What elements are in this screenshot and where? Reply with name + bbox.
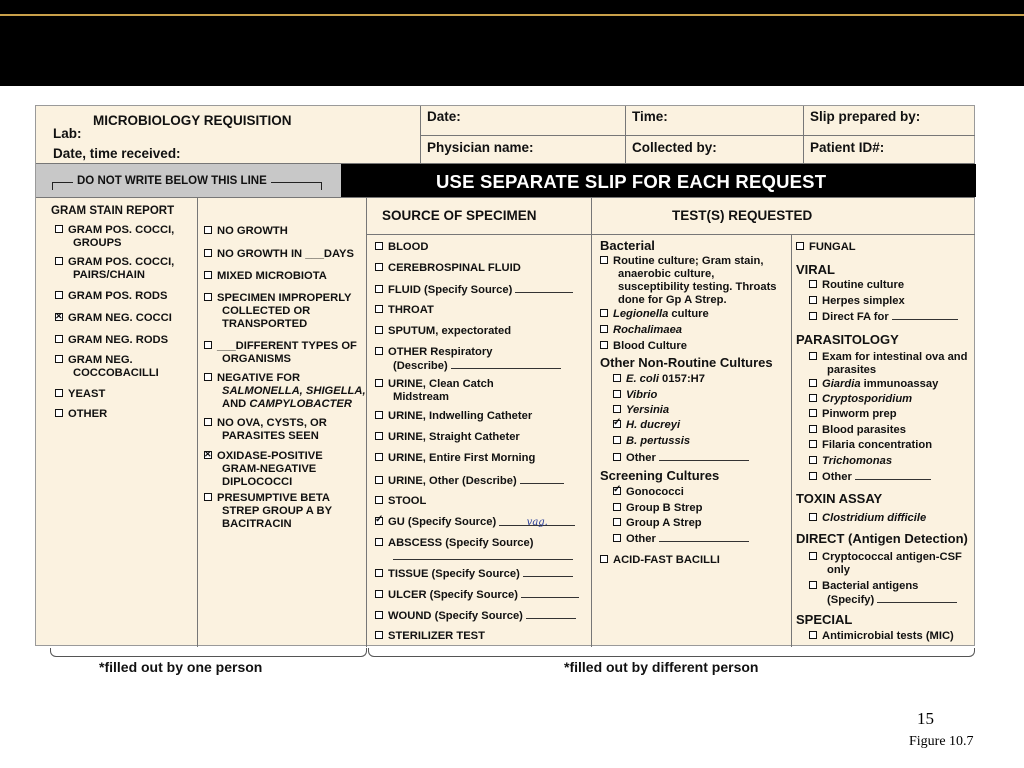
- growth-item[interactable]: [204, 417, 327, 443]
- lab-label: Lab:: [53, 126, 82, 141]
- growth-item[interactable]: [204, 450, 323, 489]
- title-bar-accent-line: [0, 14, 1024, 16]
- gram-item[interactable]: [55, 354, 159, 380]
- checkbox-icon[interactable]: [809, 352, 817, 360]
- toxin-heading: TOXIN ASSAY: [796, 491, 883, 506]
- different-person-note: *filled out by different person: [564, 659, 759, 675]
- checkbox-icon[interactable]: [375, 305, 383, 313]
- test-legionella[interactable]: Legionella culture: [600, 308, 709, 321]
- test-routine-culture[interactable]: Routine culture; Gram stain, anaerobic culture, susceptibility testing. Throats done for Gp A Strep.: [600, 255, 777, 307]
- write-in-line[interactable]: [393, 550, 573, 560]
- write-in-line[interactable]: [526, 609, 576, 619]
- checkbox-icon[interactable]: [55, 389, 63, 397]
- growth-item-label: ___DIFFERENT TYPES OF: [217, 340, 357, 352]
- direct-heading: DIRECT (Antigen Detection): [796, 531, 968, 546]
- test-h-ducreyi[interactable]: ✓H. ducreyi: [613, 419, 680, 432]
- header-divider: [420, 135, 975, 136]
- test-nonroutine-other[interactable]: Other: [613, 451, 749, 465]
- checkbox-icon[interactable]: [600, 256, 608, 264]
- checkbox-icon[interactable]: [375, 242, 383, 250]
- do-not-write-label: DO NOT WRITE BELOW THIS LINE: [73, 175, 271, 187]
- checkbox-icon[interactable]: [809, 472, 817, 480]
- growth-item-label: SALMONELLA, SHIGELLA,: [222, 385, 366, 397]
- test-b-pertussis[interactable]: B. pertussis: [613, 435, 690, 448]
- growth-item-label: AND CAMPYLOBACTER: [222, 398, 352, 410]
- checkbox-icon[interactable]: [204, 249, 212, 257]
- source-abscess[interactable]: ABSCESS (Specify Source): [375, 537, 573, 564]
- special-heading: SPECIAL: [796, 612, 853, 627]
- write-in-line[interactable]: [855, 470, 931, 480]
- checkbox-icon[interactable]: [204, 341, 212, 349]
- collected-by-label: Collected by:: [632, 140, 717, 155]
- checkbox-icon[interactable]: [204, 293, 212, 301]
- write-in-line[interactable]: [515, 283, 573, 293]
- checkbox-icon[interactable]: [204, 226, 212, 234]
- gram-item[interactable]: [55, 312, 172, 325]
- growth-item[interactable]: [204, 492, 332, 531]
- figure-label: Figure 10.7: [909, 734, 974, 749]
- date-label: Date:: [427, 109, 461, 124]
- bacterial-heading: Bacterial: [600, 238, 655, 253]
- checkbox-icon[interactable]: [375, 285, 383, 293]
- tests-header: TEST(S) REQUESTED: [672, 208, 813, 223]
- checked-box-icon[interactable]: [613, 420, 621, 428]
- checkbox-icon[interactable]: [796, 242, 804, 250]
- different-person-brace: [368, 648, 975, 657]
- checkbox-icon[interactable]: [809, 280, 817, 288]
- checkbox-icon[interactable]: [809, 296, 817, 304]
- test-ecoli[interactable]: E. coli 0157:H7: [613, 373, 705, 386]
- checkbox-icon[interactable]: [375, 453, 383, 461]
- checkbox-icon[interactable]: [375, 263, 383, 271]
- source-sterilizer[interactable]: STERILIZER TEST: [375, 630, 485, 643]
- gram-stain-header: GRAM STAIN REPORT: [51, 205, 175, 217]
- requisition-form: [35, 105, 975, 646]
- growth-item-label: PARASITES SEEN: [222, 430, 319, 442]
- growth-item-label: TRANSPORTED: [222, 318, 308, 330]
- date-time-received-label: Date, time received:: [53, 146, 181, 161]
- test-group-b-strep[interactable]: Group B Strep: [613, 502, 702, 515]
- test-vibrio[interactable]: Vibrio: [613, 389, 657, 402]
- checkbox-icon[interactable]: [375, 347, 383, 355]
- test-giardia[interactable]: Giardia immunoassay: [809, 378, 938, 391]
- checkbox-icon[interactable]: [809, 440, 817, 448]
- gram-item[interactable]: [55, 290, 167, 303]
- test-blood-culture[interactable]: Blood Culture: [600, 340, 687, 353]
- checkbox-icon[interactable]: [55, 355, 63, 363]
- checkbox-icon[interactable]: [613, 436, 621, 444]
- checkbox-icon[interactable]: [600, 325, 608, 333]
- gram-item-label: COCCOBACILLI: [73, 367, 159, 379]
- checkbox-icon[interactable]: [613, 405, 621, 413]
- column-divider: [366, 197, 367, 647]
- growth-item-label: MIXED MICROBIOTA: [217, 270, 327, 282]
- test-cryptosporidium[interactable]: Cryptosporidium: [809, 393, 912, 406]
- checkbox-icon[interactable]: [375, 326, 383, 334]
- gram-item[interactable]: [55, 408, 107, 421]
- gram-item-label: GRAM POS. RODS: [68, 290, 168, 302]
- test-viral-routine[interactable]: Routine culture: [809, 279, 904, 292]
- checkbox-icon[interactable]: [55, 257, 63, 265]
- checkbox-icon[interactable]: [375, 476, 383, 484]
- write-in-line[interactable]: [521, 588, 579, 598]
- one-person-brace: [50, 648, 367, 657]
- checkbox-icon[interactable]: [375, 611, 383, 619]
- growth-item-label: NO GROWTH IN ___DAYS: [217, 248, 354, 260]
- column-divider: [591, 197, 592, 647]
- growth-item-label: NEGATIVE FOR: [217, 372, 301, 384]
- gram-item-label: GRAM POS. COCCI,: [68, 224, 175, 236]
- checked-box-icon[interactable]: [55, 313, 63, 321]
- source-blood[interactable]: BLOOD: [375, 241, 428, 254]
- checkbox-icon[interactable]: [809, 379, 817, 387]
- source-header: SOURCE OF SPECIMEN: [382, 208, 537, 223]
- growth-item[interactable]: [204, 248, 354, 261]
- test-screening-other[interactable]: Other: [613, 532, 749, 546]
- write-in-line[interactable]: [892, 310, 958, 320]
- gram-item-label: GRAM NEG. RODS: [68, 334, 169, 346]
- source-stool[interactable]: STOOL: [375, 495, 426, 508]
- checkbox-icon[interactable]: [375, 538, 383, 546]
- test-clostridium[interactable]: Clostridium difficile: [809, 512, 926, 525]
- growth-item[interactable]: [204, 372, 366, 411]
- checkbox-icon[interactable]: [204, 373, 212, 381]
- checkbox-icon[interactable]: [204, 493, 212, 501]
- write-in-line[interactable]: [659, 532, 749, 542]
- physician-label: Physician name:: [427, 140, 534, 155]
- growth-item-label: STREP GROUP A BY: [222, 505, 333, 517]
- page-number: 15: [917, 709, 934, 728]
- time-label: Time:: [632, 109, 668, 124]
- column-divider: [791, 234, 792, 647]
- growth-item-label: GRAM-NEGATIVE: [222, 463, 317, 475]
- gram-item-label: GRAM NEG.: [68, 354, 133, 366]
- source-urine-other[interactable]: URINE, Other (Describe): [375, 474, 564, 488]
- non-routine-heading: Other Non-Routine Cultures: [600, 355, 773, 370]
- growth-item-label: OXIDASE-POSITIVE: [217, 450, 323, 462]
- growth-item[interactable]: [204, 225, 288, 238]
- gram-item-label: GROUPS: [73, 237, 122, 249]
- test-gonococci[interactable]: ✓Gonococci: [613, 486, 684, 499]
- checkbox-icon[interactable]: [55, 335, 63, 343]
- checkbox-icon[interactable]: [613, 374, 621, 382]
- body-divider: [36, 197, 975, 198]
- checkbox-icon[interactable]: [375, 631, 383, 639]
- growth-item-label: NO OVA, CYSTS, OR: [217, 417, 327, 429]
- growth-item-label: COLLECTED OR: [222, 305, 311, 317]
- checkbox-icon[interactable]: [613, 503, 621, 511]
- test-filaria[interactable]: Filaria concentration: [809, 439, 932, 452]
- gram-item-label: GRAM NEG. COCCI: [68, 312, 172, 324]
- growth-item-label: NO GROWTH: [217, 225, 288, 237]
- checkbox-icon[interactable]: [375, 496, 383, 504]
- checkbox-icon[interactable]: [613, 518, 621, 526]
- checkbox-icon[interactable]: [600, 309, 608, 317]
- checkbox-icon[interactable]: [55, 225, 63, 233]
- one-person-note: *filled out by one person: [99, 659, 263, 675]
- gram-item-label: YEAST: [68, 388, 106, 400]
- test-cryptococcal-antigen[interactable]: Cryptococcal antigen-CSF only: [809, 551, 962, 577]
- source-urine-first-morning[interactable]: URINE, Entire First Morning: [375, 452, 535, 465]
- growth-item-label: BACITRACIN: [222, 518, 292, 530]
- screening-heading: Screening Cultures: [600, 468, 720, 483]
- form-title: MICROBIOLOGY REQUISITION: [93, 113, 292, 128]
- test-pinworm[interactable]: Pinworm prep: [809, 408, 897, 421]
- checkbox-icon[interactable]: [600, 341, 608, 349]
- checkbox-icon[interactable]: [809, 425, 817, 433]
- source-csf[interactable]: CEREBROSPINAL FLUID: [375, 262, 521, 275]
- test-ova-parasites[interactable]: Exam for intestinal ova and parasites: [809, 351, 967, 377]
- separate-slip-text: USE SEPARATE SLIP FOR EACH REQUEST: [436, 171, 827, 192]
- checked-box-icon[interactable]: [613, 487, 621, 495]
- patient-id-label: Patient ID#:: [810, 140, 885, 155]
- growth-item[interactable]: [204, 292, 351, 331]
- test-rochalimaea[interactable]: Rochalimaea: [600, 324, 682, 337]
- test-fungal[interactable]: FUNGAL: [796, 241, 856, 254]
- test-bacterial-antigens[interactable]: Bacterial antigens (Specify): [809, 580, 957, 607]
- test-trichomonas[interactable]: Trichomonas: [809, 455, 892, 468]
- checkbox-icon[interactable]: [809, 631, 817, 639]
- checkbox-icon[interactable]: [809, 409, 817, 417]
- source-sputum[interactable]: SPUTUM, expectorated: [375, 325, 511, 338]
- viral-heading: VIRAL: [796, 262, 835, 277]
- checkbox-icon[interactable]: [613, 534, 621, 542]
- checkbox-icon[interactable]: [204, 271, 212, 279]
- checkbox-icon[interactable]: [613, 390, 621, 398]
- checkbox-icon[interactable]: [600, 555, 608, 563]
- gram-item[interactable]: [55, 334, 168, 347]
- write-in-line[interactable]: [520, 474, 564, 484]
- source-fluid[interactable]: FLUID (Specify Source): [375, 283, 573, 297]
- checkbox-icon[interactable]: [613, 453, 621, 461]
- gram-item[interactable]: [55, 224, 174, 250]
- source-ulcer[interactable]: ULCER (Specify Source): [375, 588, 579, 602]
- checkbox-icon[interactable]: [809, 552, 817, 560]
- gram-item[interactable]: [55, 256, 174, 282]
- gram-item[interactable]: [55, 388, 105, 401]
- source-urine-clean-catch[interactable]: URINE, Clean Catch Midstream: [375, 378, 494, 404]
- checkbox-icon[interactable]: [809, 394, 817, 402]
- growth-item-label: SPECIMEN IMPROPERLY: [217, 292, 352, 304]
- test-antimicrobial[interactable]: Antimicrobial tests (MIC): [809, 630, 954, 643]
- growth-item[interactable]: [204, 340, 357, 366]
- checkbox-icon[interactable]: [809, 456, 817, 464]
- test-herpes[interactable]: Herpes simplex: [809, 295, 905, 308]
- gram-item-label: OTHER: [68, 408, 108, 420]
- checkbox-icon[interactable]: [55, 409, 63, 417]
- source-tissue[interactable]: TISSUE (Specify Source): [375, 567, 573, 581]
- test-blood-parasites[interactable]: Blood parasites: [809, 424, 906, 437]
- test-yersinia[interactable]: Yersinia: [613, 404, 669, 417]
- checkbox-icon[interactable]: [375, 379, 383, 387]
- growth-item-label: PRESUMPTIVE BETA: [217, 492, 330, 504]
- source-urine-indwelling[interactable]: URINE, Indwelling Catheter: [375, 410, 532, 423]
- column-divider: [197, 197, 198, 647]
- gram-item-label: PAIRS/CHAIN: [73, 269, 145, 281]
- source-other-respiratory[interactable]: OTHER Respiratory (Describe): [375, 346, 561, 373]
- checkbox-icon[interactable]: [809, 312, 817, 320]
- growth-item-label: ORGANISMS: [222, 353, 291, 365]
- source-urine-straight[interactable]: URINE, Straight Catheter: [375, 431, 520, 444]
- test-acid-fast-bacilli[interactable]: ACID-FAST BACILLI: [600, 554, 720, 567]
- write-in-line[interactable]: [499, 516, 575, 526]
- separate-slip-banner: [341, 164, 976, 197]
- gu-handwritten-entry: vag.: [526, 517, 548, 528]
- source-throat[interactable]: THROAT: [375, 304, 434, 317]
- checkbox-icon[interactable]: [55, 291, 63, 299]
- checked-box-icon[interactable]: [375, 517, 383, 525]
- test-group-a-strep[interactable]: Group A Strep: [613, 517, 702, 530]
- slide-title-bar: [0, 0, 1024, 86]
- checkbox-icon[interactable]: [375, 411, 383, 419]
- write-in-line[interactable]: [451, 359, 561, 369]
- section-divider: [366, 234, 975, 235]
- source-wound[interactable]: WOUND (Specify Source): [375, 609, 576, 623]
- checkbox-icon[interactable]: [375, 569, 383, 577]
- checkbox-icon[interactable]: [809, 513, 817, 521]
- test-parasitology-other[interactable]: Other: [809, 470, 931, 484]
- write-in-line[interactable]: [877, 593, 957, 603]
- checkbox-icon[interactable]: [204, 418, 212, 426]
- write-in-line[interactable]: [659, 451, 749, 461]
- parasitology-heading: PARASITOLOGY: [796, 332, 899, 347]
- checkbox-icon[interactable]: [375, 432, 383, 440]
- growth-item-label: DIPLOCOCCI: [222, 476, 293, 488]
- write-in-line[interactable]: [523, 567, 573, 577]
- growth-item[interactable]: [204, 270, 327, 283]
- checkbox-icon[interactable]: [809, 581, 817, 589]
- test-direct-fa[interactable]: Direct FA for: [809, 310, 958, 324]
- gram-item-label: GRAM POS. COCCI,: [68, 256, 175, 268]
- checked-box-icon[interactable]: [204, 451, 212, 459]
- checkbox-icon[interactable]: [375, 590, 383, 598]
- slip-prepared-label: Slip prepared by:: [810, 109, 921, 124]
- source-gu[interactable]: ✓GU (Specify Source) vag.: [375, 516, 575, 529]
